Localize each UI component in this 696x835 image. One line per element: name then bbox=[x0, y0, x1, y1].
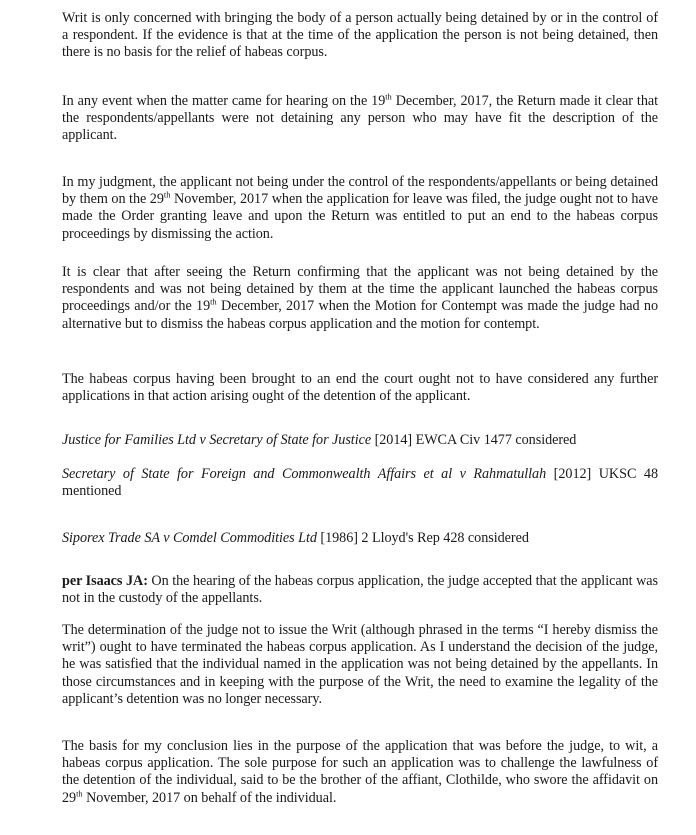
ordinal-suffix: th bbox=[385, 91, 392, 102]
ordinal-suffix: th bbox=[210, 296, 217, 307]
citation-siporex bbox=[62, 530, 658, 547]
ordinal-suffix: th bbox=[163, 189, 171, 200]
case-name: Secretary of State for Foreign and Commonwealth Affairs et al v Rahmatullah bbox=[62, 466, 547, 482]
citation-justice-for-families bbox=[62, 432, 658, 449]
paragraph-return-confirming bbox=[62, 264, 658, 333]
text-run: On the hearing of the habeas corpus application, the judge accepted that the applicant was not in the custody of the appellants. bbox=[62, 573, 658, 607]
paragraph-per-isaacs bbox=[62, 573, 658, 607]
text-run: December, 2017 when the Motion for Contempt was made the judge had no alternative but to dismiss the habeas corpus application and the motion for contempt. bbox=[62, 298, 658, 332]
paragraph-habeas-ended bbox=[62, 371, 658, 405]
text-run: November, 2017 when the application for leave was filed, the judge ought not to have made the Order granting leave and upon the Return was entitled to put an end to the habeas corpus proceedings by dismissing the action. bbox=[62, 191, 658, 242]
text-run: The basis for my conclusion lies in the purpose of the application that was before the judge, to wit, a habeas corpus application. The sole purpose for such an application was to challenge the lawfulness of the detention of the individual, said to be the brother of the affiant, Clothilde, who swore the affidavit on 29 bbox=[62, 738, 658, 806]
text-run: December, 2017, the Return made it clear that the respondents/appellants were not detaining any person who may have fit the description of the applicant. bbox=[62, 93, 659, 144]
text-run: The habeas corpus having been brought to an end the court ought not to have considered any further applications in that action arising ought of the detention of the applicant. bbox=[62, 371, 658, 405]
text-run: [1986] 2 Lloyd's Rep 428 considered bbox=[316, 530, 529, 546]
text-run: In my judgment, the applicant not being under the control of the respondents/appellants or being detained by them on the 29 bbox=[62, 174, 658, 208]
judge-attribution: per Isaacs JA: bbox=[62, 573, 148, 589]
ordinal-suffix: th bbox=[76, 787, 83, 798]
text-run: In any event when the matter came for hearing on the 19 bbox=[62, 93, 386, 109]
text-run: [2014] EWCA Civ 1477 considered bbox=[371, 432, 577, 448]
text-run: November, 2017 on behalf of the individual. bbox=[82, 789, 337, 806]
text-run: [2012] UKSC 48 mentioned bbox=[62, 466, 658, 500]
citation-rahmatullah bbox=[62, 466, 658, 500]
paragraph-basis-conclusion bbox=[62, 738, 658, 807]
text-run: It is clear that after seeing the Return confirming that the applicant was not being detained by the respondents and was not being detained by them at the time the applicant launched the habeas corpus proceedings and/or the 19 bbox=[62, 264, 658, 315]
paragraph-writ-concern bbox=[62, 10, 658, 62]
text-run: The determination of the judge not to issue the Writ (although phrased in the terms “I hereby dismiss the writ”) ought to have terminated the habeas corpus application. As I understand the decision of the judge, he was satisfied that the individual named in the application was not being detained by the appellants. In those circumstances and in keeping with the purpose of the Writ, the need to examine the legality of the applicant’s detention was no longer necessary. bbox=[62, 622, 658, 707]
case-name: Siporex Trade SA v Comdel Commodities Ltd bbox=[62, 530, 317, 546]
paragraph-determination bbox=[62, 622, 658, 708]
case-name: Justice for Families Ltd v Secretary of State for Justice bbox=[62, 432, 372, 448]
text-run: Writ is only concerned with bringing the body of a person actually being detained by or in the control of a respondent. If the evidence is that at the time of the application the person is not being detained, then there is no basis for the relief of habeas corpus. bbox=[62, 10, 658, 61]
paragraph-judgment bbox=[62, 174, 658, 243]
paragraph-return-hearing bbox=[62, 93, 658, 145]
